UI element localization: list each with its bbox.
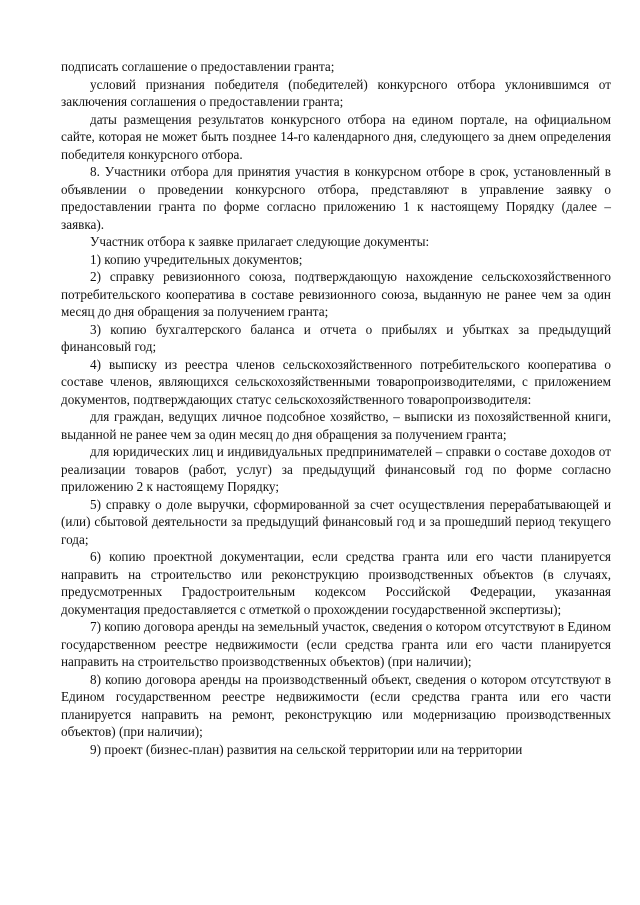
paragraph-sign-agreement: подписать соглашение о предоставлении гранта; <box>61 59 335 74</box>
list-item-4-citizens: для граждан, ведущих личное подсобное хозяйство, – выписки из похозяйственной книги, выданной не ранее чем за один месяц до дня обращения за получением гранта; <box>61 409 611 442</box>
list-item-9: 9) проект (бизнес-план) развития на сельской территории или на территории <box>90 741 523 757</box>
paragraph-item-8: 8. Участники отбора для принятия участия в конкурсном отборе в срок, установленный в объявлении о проведении конкурсного отбора, представляют в управление заявку о предоставлении гранта по форме согласно приложению 1 к настоящему Порядку (далее – заявка). <box>61 164 611 232</box>
list-item-6: 6) копию проектной документации, если средства гранта или его части планируется направить на строительство или реконструкцию производственных объектов (в случаях, предусмотренных Градостроительным кодексом Российской Федерации, указанная документация предоставляется с отметкой о прохождении государственной экспертизы); <box>61 549 611 617</box>
list-item-8: 8) копию договора аренды на производственный объект, сведения о котором отсутствуют в Едином государственном реестре недвижимости (если средства гранта или его части планируется направить на ремонт, реконструкцию или модернизацию производственных объектов) (при наличии); <box>61 671 611 739</box>
list-item-2: 2) справку ревизионного союза, подтверждающую нахождение сельскохозяйственного потребительского кооператива в составе ревизионного союза, выданную не ранее чем за один месяц до дня обращения за получением гранта; <box>61 269 611 319</box>
list-item-4: 4) выписку из реестра членов сельскохозяйственного потребительского кооператива о составе членов, являющихся сельскохозяйственными товаропроизводителями, с приложением документов, подтверждающих статус сельскохозяйственного товаропроизводителя: <box>61 356 611 407</box>
document-body <box>61 58 611 758</box>
list-item-1: 1) копию учредительных документов; <box>90 251 303 267</box>
list-item-5: 5) справку о доле выручки, сформированной за счет осуществления перерабатывающей и (или) сбытовой деятельности за предыдущий финансовый год и за прошедший период текущего года; <box>61 496 611 547</box>
list-item-4-legal-entities: для юридических лиц и индивидуальных предпринимателей – справки о составе доходов от реализации товаров (работ, услуг) за предыдущий финансовый год по форме согласно приложению 2 к настоящему Порядку; <box>61 444 611 494</box>
paragraph-evasion-conditions: условий признания победителя (победителей) конкурсного отбора уклонившимся от заключения соглашения о предоставлении гранта; <box>61 76 611 109</box>
paragraph-publication-date: даты размещения результатов конкурсного отбора на едином портале, на официальном сайте, которая не может быть позднее 14-го календарного дня, следующего за днем определения победителя конкурсного отбора. <box>61 111 611 162</box>
paragraph-documents-intro: Участник отбора к заявке прилагает следующие документы: <box>90 234 430 249</box>
list-item-7: 7) копию договора аренды на земельный участок, сведения о котором отсутствуют в Едином государственном реестре недвижимости (если средства гранта или его части планируется направить на строительство производственных объектов) (при наличии); <box>61 619 611 669</box>
list-item-3: 3) копию бухгалтерского баланса и отчета о прибылях и убытках за предыдущий финансовый год; <box>61 321 611 354</box>
